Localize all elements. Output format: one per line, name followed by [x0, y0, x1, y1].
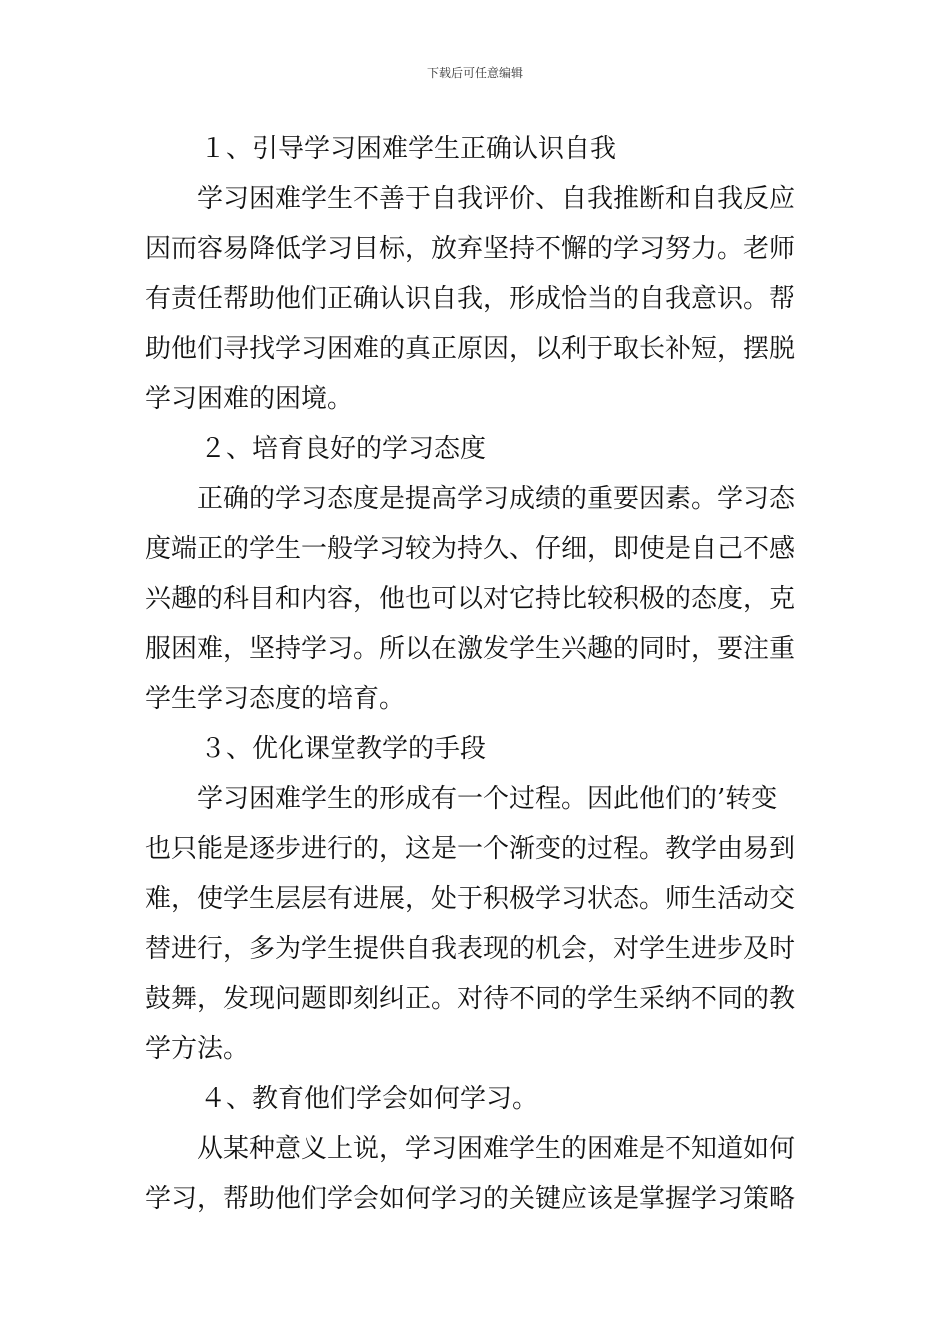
paragraph-line: 学习困难学生不善于自我评价、自我推断和自我反应	[197, 184, 796, 214]
paragraph-line: 学习困难的困境。	[145, 384, 354, 414]
paragraph-line: 度端正的学生一般学习较为持久、仔细，即使是自己不感	[145, 534, 796, 564]
paragraph-line: 从某种意义上说，学习困难学生的困难是不知道如何	[197, 1134, 796, 1164]
document-body	[145, 128, 810, 1228]
section-heading: ２、培育良好的学习态度	[200, 434, 487, 464]
paragraph-line: 鼓舞，发现问题即刻纠正。对待不同的学生采纳不同的教	[145, 984, 796, 1014]
paragraph-line: 学习，帮助他们学会如何学习的关键应该是掌握学习策略	[145, 1184, 796, 1214]
paragraph-line: 替进行，多为学生提供自我表现的机会，对学生进步及时	[145, 934, 796, 964]
paragraph-line: 难，使学生层层有进展，处于积极学习状态。师生活动交	[145, 884, 796, 914]
section-heading: ４、教育他们学会如何学习。	[200, 1084, 539, 1114]
paragraph-line: 兴趣的科目和内容，他也可以对它持比较积极的态度，克	[145, 584, 796, 614]
section-heading: １、引导学习困难学生正确认识自我	[200, 134, 617, 164]
paragraph-line: 正确的学习态度是提高学习成绩的重要因素。学习态	[197, 484, 796, 514]
paragraph-line: 也只能是逐步进行的，这是一个渐变的过程。教学由易到	[145, 834, 796, 864]
paragraph-line: 学习困难学生的形成有一个过程。因此他们的’转变	[197, 784, 778, 814]
paragraph-line: 学生学习态度的培育。	[145, 684, 406, 714]
section-heading: ３、优化课堂教学的手段	[200, 734, 487, 764]
paragraph-line: 因而容易降低学习目标，放弃坚持不懈的学习努力。老师	[145, 234, 796, 264]
paragraph-line: 学方法。	[145, 1034, 250, 1064]
header-note: 下载后可任意编辑	[426, 66, 523, 80]
paragraph-line: 助他们寻找学习困难的真正原因，以利于取长补短，摆脱	[145, 334, 796, 364]
paragraph-line: 有责任帮助他们正确认识自我，形成恰当的自我意识。帮	[145, 284, 796, 314]
paragraph-line: 服困难，坚持学习。所以在激发学生兴趣的同时，要注重	[145, 634, 796, 664]
